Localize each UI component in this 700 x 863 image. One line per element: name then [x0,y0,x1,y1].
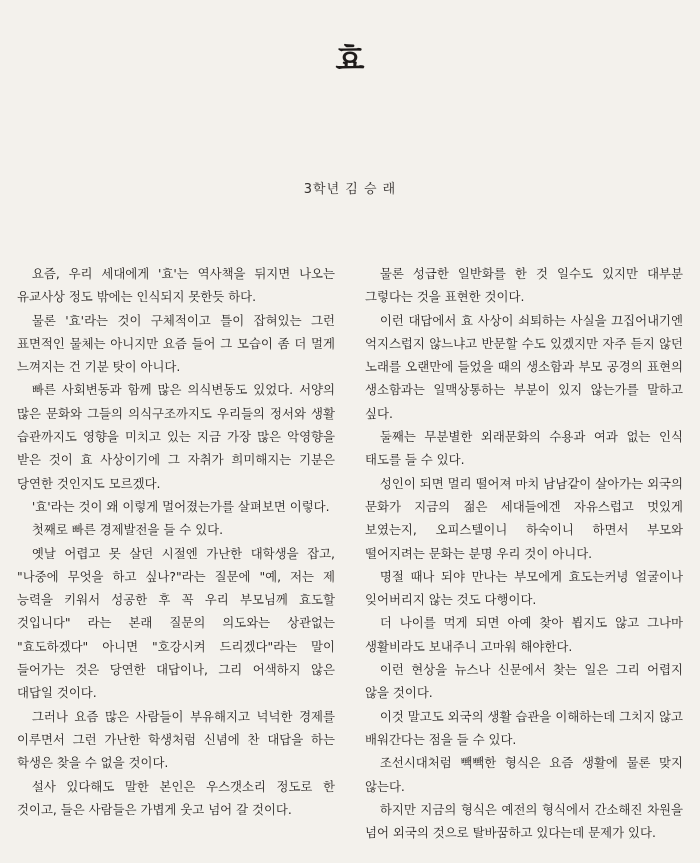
paragraph: 옛날 어렵고 못 살던 시절엔 가난한 대학생을 잡고, "나중에 무엇을 하고 싶나?"라는 질문에 "예, 저는 제 능력을 키워서 성공한 후 꼭 우리 부모님께 효도할 것입니다" 라는 본래 질문의 의도와는 상관없는 "효도하겠다" 아니면 "호강시켜 드리겠다"라는 말이 들어가는 것은 당연한 대답이나, 그리 어색하지 않은 대답일 것이다. [17,545,335,701]
paragraph: 이것 말고도 외국의 생활 습관을 이해하는데 그치지 않고 배워간다는 점을 들 수 있다. [365,708,683,747]
author-byline: 3학년 김 승 래 [303,182,397,197]
paragraph: '효'라는 것이 왜 이렇게 멀어졌는가를 살펴보면 이렇다. [31,498,330,514]
paragraph: 명절 때나 되야 만나는 부모에게 효도는커녕 얼굴이나 잊어버리지 않는 것도 다행이다. [365,568,683,608]
paragraph: 설사 있다해도 말한 본인은 우스갯소리 정도로 한 것이고, 들은 사람들은 가볍게 웃고 넘어 갈 것이다. [17,778,335,817]
paragraph: 조선시대처럼 빽빽한 형식은 요즘 생활에 물론 맞지 않는다. [365,755,683,794]
paragraph: 하지만 지금의 형식은 예전의 형식에서 간소해진 차원을 넘어 외국의 것으로 탈바꿈하고 있다는데 문제가 있다. [365,801,683,841]
paragraph: 둘째는 무분별한 외래문화의 수용과 여과 없는 인식 태도를 들 수 있다. [365,429,683,468]
paragraph: 첫째로 빠른 경제발전을 들 수 있다. [31,522,224,538]
paragraph: 물론 '효'라는 것이 구체적이고 틀이 잡혀있는 그런 표면적인 물체는 아니지만 요즘 들어 그 모습이 좀 더 멀게 느껴지는 건 기분 탓이 아니다. [17,312,335,375]
paragraph: 이런 대답에서 효 사상이 쇠퇴하는 사실을 끄집어내기엔 억지스럽지 않느냐고 반문할 수도 있겠지만 자주 듣지 않던 노래를 오랜만에 들었을 때의 생소함과 부모 공경의 표현의 생소함과는 일맥상통하는 부분이 있지 않는가를 말하고 싶다. [365,312,683,421]
paragraph: 빠른 사회변동과 함께 많은 의식변동도 있었다. 서양의 많은 문화와 그들의 의식구조까지도 우리들의 정서와 생활 습관까지도 영향을 미치고 있는 지금 가장 많은 악영향을 받은 것이 효 사상이기에 그 자취가 희미해지는 기분은 당연한 것인지도 모르겠다. [17,382,335,491]
paragraph: 그러나 요즘 많은 사람들이 부유해지고 넉넉한 경제를 이루면서 그런 가난한 학생처럼 신념에 찬 대답을 하는 학생은 찾을 수 없을 것이다. [17,708,335,771]
paragraph: 물론 성급한 일반화를 한 것 일수도 있지만 대부분 그렇다는 것을 표현한 것이다. [365,266,683,305]
paragraph: 더 나이를 먹게 되면 아예 찾아 뵙지도 않고 그나마 생활비라도 보내주니 고마워 해야한다. [365,615,683,654]
paragraph: 이런 현상을 뉴스나 신문에서 찾는 일은 그리 어렵지 않을 것이다. [365,662,683,701]
right-column [365,262,683,844]
paragraph: 성인이 되면 멀리 떨어져 마치 남남같이 살아가는 외국의 문화가 지금의 젊은 세대들에겐 자유스럽고 멋있게 보였는지, 오피스텔이니 하숙이니 하면서 부모와 떨어지려는 문화는 분명 우리 것이 아니다. [365,475,683,561]
essay-title: 효 [335,42,365,77]
paragraph: 요즘, 우리 세대에게 '효'는 역사책을 뒤지면 나오는 유교사상 정도 밖에는 인식되지 못한듯 하다. [17,266,335,305]
left-column [17,262,335,821]
